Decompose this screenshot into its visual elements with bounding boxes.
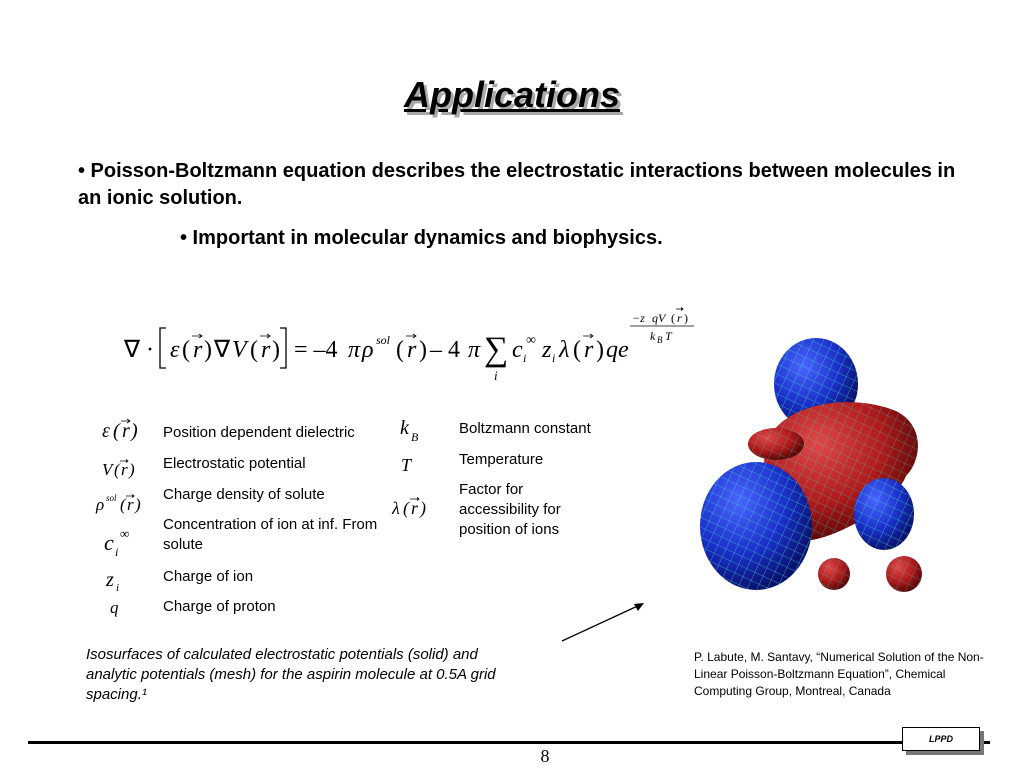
- svg-text:(: (: [250, 337, 258, 363]
- svg-text:(: (: [573, 337, 581, 363]
- footer-rule: [28, 741, 990, 744]
- eq-epsilon: ε: [170, 337, 180, 363]
- svg-text:V: V: [232, 337, 247, 363]
- svg-text:q: q: [110, 598, 119, 617]
- legend-potential: Electrostatic potential: [163, 455, 306, 472]
- svg-text:c: c: [104, 530, 114, 555]
- legend-epsilon: Position dependent dielectric: [163, 424, 355, 441]
- svg-text:λ: λ: [392, 498, 400, 518]
- svg-text:ρ: ρ: [362, 337, 374, 363]
- legend-concentration: Concentration of ion at inf. From solute: [163, 516, 378, 553]
- slide-title: Applications: [403, 74, 621, 115]
- eq-nabla-dot: ∇ ·: [124, 337, 155, 363]
- legend-temperature: Temperature: [459, 451, 544, 468]
- svg-text:(: (: [120, 495, 126, 514]
- bullet-importance: • Important in molecular dynamics and biophysics.: [180, 227, 663, 249]
- svg-text:λ: λ: [559, 337, 570, 363]
- symbol-z-i: [100, 566, 140, 594]
- svg-text:): ): [135, 495, 141, 514]
- svg-text:): ): [129, 460, 135, 479]
- svg-text:π: π: [468, 337, 481, 363]
- poisson-boltzmann-equation: [122, 300, 702, 390]
- svg-text:): ): [272, 337, 280, 363]
- svg-text:z: z: [542, 337, 552, 363]
- svg-text:r: r: [407, 337, 417, 363]
- svg-text:sol: sol: [376, 333, 391, 347]
- svg-text:k: k: [400, 417, 409, 439]
- eq-nabla: ∇: [214, 337, 231, 363]
- symbol-c-i-inf: [100, 526, 150, 560]
- svg-text:i: i: [494, 368, 498, 383]
- svg-text:T: T: [665, 329, 672, 343]
- symbol-V-r: [100, 452, 150, 480]
- svg-text:qe: qe: [606, 337, 629, 363]
- svg-text:): ): [684, 311, 688, 325]
- eq-summation: ∑: [484, 331, 509, 368]
- svg-text:(: (: [182, 337, 190, 363]
- svg-text:V: V: [102, 460, 113, 479]
- svg-text:ρ: ρ: [96, 495, 105, 514]
- svg-text:T: T: [401, 455, 412, 475]
- svg-text:– 4: – 4: [430, 337, 460, 363]
- symbol-lambda-r: [390, 490, 440, 520]
- eq-equals: = –4: [294, 337, 338, 363]
- svg-text:): ): [204, 337, 212, 363]
- svg-text:i: i: [523, 351, 527, 365]
- svg-text:π: π: [348, 337, 361, 363]
- legend-proton-charge: Charge of proton: [163, 598, 276, 615]
- svg-text:k: k: [650, 329, 656, 343]
- svg-text:): ): [419, 337, 427, 363]
- svg-text:z: z: [106, 569, 114, 591]
- symbol-T: [396, 452, 426, 478]
- svg-text:r: r: [193, 337, 203, 363]
- svg-text:): ): [420, 498, 426, 518]
- svg-text:(: (: [113, 420, 120, 442]
- svg-text:r: r: [122, 420, 130, 442]
- svg-text:ε: ε: [102, 420, 110, 442]
- figure-caption: Isosurfaces of calculated electrostatic potentials (solid) and analytic potentials (mesh) for the aspirin molecule at 0.5A grid spacing.¹: [86, 646, 496, 703]
- svg-text:r: r: [127, 495, 134, 514]
- legend-charge-density: Charge density of solute: [163, 486, 325, 503]
- svg-text:(: (: [671, 311, 675, 325]
- svg-text:i: i: [116, 582, 120, 594]
- legend-boltzmann: Boltzmann constant: [459, 420, 591, 437]
- bullet-poisson-boltzmann: • Poisson-Boltzmann equation describes the electrostatic interactions between molecules in an ionic solution.: [78, 160, 956, 209]
- symbol-rho-sol-r: [94, 486, 152, 516]
- svg-text:): ): [596, 337, 604, 363]
- svg-text:i: i: [115, 545, 119, 559]
- symbol-q: [100, 596, 130, 622]
- svg-text:(: (: [403, 498, 409, 518]
- lppd-logo: LPPD: [902, 727, 980, 751]
- svg-text:i: i: [552, 351, 556, 365]
- svg-text:B: B: [411, 430, 419, 444]
- svg-text:(: (: [114, 460, 120, 479]
- svg-text:(: (: [396, 337, 404, 363]
- svg-text:r: r: [121, 460, 128, 479]
- svg-text:−z: −z: [632, 311, 645, 325]
- svg-text:qV: qV: [652, 311, 666, 325]
- aspirin-isosurface-image: [696, 336, 986, 608]
- svg-text:sol: sol: [106, 493, 117, 503]
- legend-accessibility: Factor for accessibility for position of ions: [459, 481, 561, 538]
- svg-text:r: r: [677, 311, 682, 325]
- symbol-k-B: [396, 414, 436, 448]
- svg-text:r: r: [411, 498, 419, 518]
- symbol-epsilon-r: [100, 414, 150, 444]
- svg-text:∞: ∞: [120, 526, 130, 541]
- svg-text:∞: ∞: [526, 333, 536, 348]
- svg-text:r: r: [584, 337, 594, 363]
- pointer-arrow: [556, 598, 656, 648]
- legend-ion-charge: Charge of ion: [163, 568, 254, 585]
- svg-text:): ): [131, 420, 138, 442]
- svg-text:c: c: [512, 337, 523, 363]
- page-number: 8: [540, 746, 550, 766]
- svg-text:r: r: [261, 337, 271, 363]
- reference-citation: P. Labute, M. Santavy, “Numerical Solution of the Non-Linear Poisson-Boltzmann Equation”, Chemical Computing Group, Montreal, Canada: [694, 650, 984, 698]
- svg-text:B: B: [657, 335, 663, 345]
